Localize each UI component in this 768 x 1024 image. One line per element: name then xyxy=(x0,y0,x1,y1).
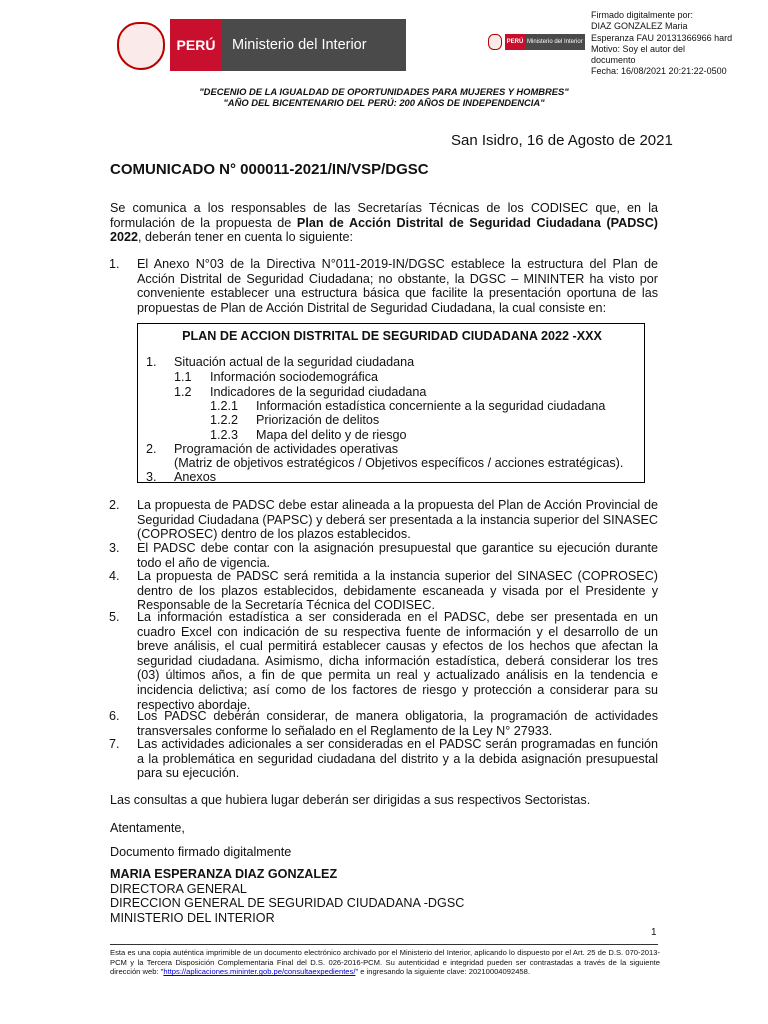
peru-coat-of-arms-icon xyxy=(117,22,165,70)
plan-title: PLAN DE ACCION DISTRITAL DE SEGURIDAD CIUDADANA 2022 -XXX xyxy=(182,329,602,343)
decenio-banner: "DECENIO DE LA IGUALDAD DE OPORTUNIDADES PARA MUJERES Y HOMBRES" "AÑO DEL BICENTENARIO DEL PERÚ: 200 AÑOS DE INDEPENDENCIA" xyxy=(199,86,569,108)
list-item: 4. La propuesta de PADSC será remitida a la instancia superior del SINASEC (COPROSEC) dentro de los plazos establecidos, debidamente escaneada y visada por el Presidente y Responsable de la Secretaría Técnica del CODISEC. xyxy=(109,569,658,613)
small-peru-logo: PERÚ xyxy=(505,34,525,50)
small-coat-of-arms-icon xyxy=(488,34,502,50)
signer-office: DIRECCION GENERAL DE SEGURIDAD CIUDADANA -DGSC xyxy=(110,896,465,911)
signer-role: DIRECTORA GENERAL xyxy=(110,881,247,896)
small-ministry-logo: Ministerio del Interior xyxy=(525,34,585,50)
ministry-logo: Ministerio del Interior xyxy=(222,19,406,71)
document-date: San Isidro, 16 de Agosto de 2021 xyxy=(451,132,673,149)
page-number: 1 xyxy=(651,927,657,938)
consultas-paragraph: Las consultas a que hubiera lugar deberán ser dirigidas a sus respectivos Sectoristas. xyxy=(110,793,591,807)
list-item: 1. El Anexo N°03 de la Directiva N°011-2019-IN/DGSC establece la estructura del Plan de Acción Distrital de Seguridad Ciudadana; no obstante, la DGSC – MININTER ha visto por conveniente establecer una estructura básica que facilite la presentación oportuna de las propuestas de Plan de Acción Distrital de Seguridad Ciudadana, la cual consiste en: xyxy=(109,257,658,315)
footer-note: Esta es una copia auténtica imprimible de un documento electrónico archivado por el Ministerio del Interior, aplicando lo dispuesto por el Art. 25 de D.S. 070-2013-PCM y la Tercera Disposición Complementaria Final del D.S. 026-2016-PCM. Su autenticidad e integridad pueden ser contrastadas a través de la siguiente dirección web: "https://aplicaciones.mininter.gob.pe/consultaexpedientes/" e ingresando la siguiente clave: 20210004092458. xyxy=(110,948,660,977)
peru-logo: PERÚ xyxy=(170,19,222,71)
list-item: 6. Los PADSC deberán considerar, de manera obligatoria, la programación de actividades transversales conforme lo señalado en el Reglamento de la Ley N° 27933. xyxy=(109,709,658,738)
closing: Atentamente, xyxy=(110,821,185,835)
document-title: COMUNICADO N° 000011-2021/IN/VSP/DGSC xyxy=(110,161,429,178)
signer-ministry: MINISTERIO DEL INTERIOR xyxy=(110,910,275,925)
list-item: 3. El PADSC debe contar con la asignación presupuestal que garantice su ejecución durante todo el año de vigencia. xyxy=(109,541,658,570)
list-item: 5. La información estadística a ser considerada en el PADSC, debe ser presentada en un cuadro Excel con indicación de su respectiva fuente de información y el desarrollo de un breve análisis, el cual permitirá establecer causas y efectos de los hechos que afectan la seguridad ciudadana. Asimismo, dicha información estadística, deberá considerar los tres (03) últimos años, a fin de que permita un real y actualizado análisis en la tendencia e incidencia delictiva; así como de los factores de riesgo y protección a considerar para su respectivo abordaje. xyxy=(109,610,658,712)
list-item: 7. Las actividades adicionales a ser consideradas en el PADSC serán programadas en función a la problemática en seguridad ciudadana del distrito y a la debida asignación presupuestal para su ejecución. xyxy=(109,737,658,781)
footer-divider xyxy=(110,944,658,945)
digital-signature-stamp: Firmado digitalmente por: DIAZ GONZALEZ Maria Esperanza FAU 20131366966 hard Motivo: Soy el autor del documento Fecha: 16/08/2021 20:21:22-0500 xyxy=(591,10,733,77)
signer-block xyxy=(110,867,658,925)
signed-note: Documento firmado digitalmente xyxy=(110,845,292,859)
verification-link[interactable]: https://aplicaciones.mininter.gob.pe/consultaexpedientes/ xyxy=(163,967,356,977)
list-item: 2. La propuesta de PADSC debe estar alineada a la propuesta del Plan de Acción Provincial de Seguridad Ciudadana (PAPSC) y deberá ser presentada a la instancia superior del SINASEC (COPROSEC) dentro de los plazos establecidos. xyxy=(109,498,658,542)
signer-name: MARIA ESPERANZA DIAZ GONZALEZ xyxy=(110,867,338,881)
intro-paragraph: Se comunica a los responsables de las Secretarías Técnicas de los CODISEC que, en la formulación de la propuesta de Plan de Acción Distrital de Seguridad Ciudadana (PADSC) 2022, deberán tener en cuenta lo siguiente: xyxy=(110,201,658,245)
plan-structure-box: PLAN DE ACCION DISTRITAL DE SEGURIDAD CIUDADANA 2022 -XXX 1. Situación actual de la seguridad ciudadana 1.1 Información sociodemográfica 1.2 Indicadores de la seguridad ciudadana 1.2.1 Información estadística concerniente a la seguridad ciudadana 1.2.2 Priorización de delitos 1.2.3 Mapa del delito y de riesgo 2. Programación de actividades operativas (Matriz de objetivos estratégicos / Objetivos específicos / acciones estratégicas). 3. Anexos xyxy=(137,323,645,483)
